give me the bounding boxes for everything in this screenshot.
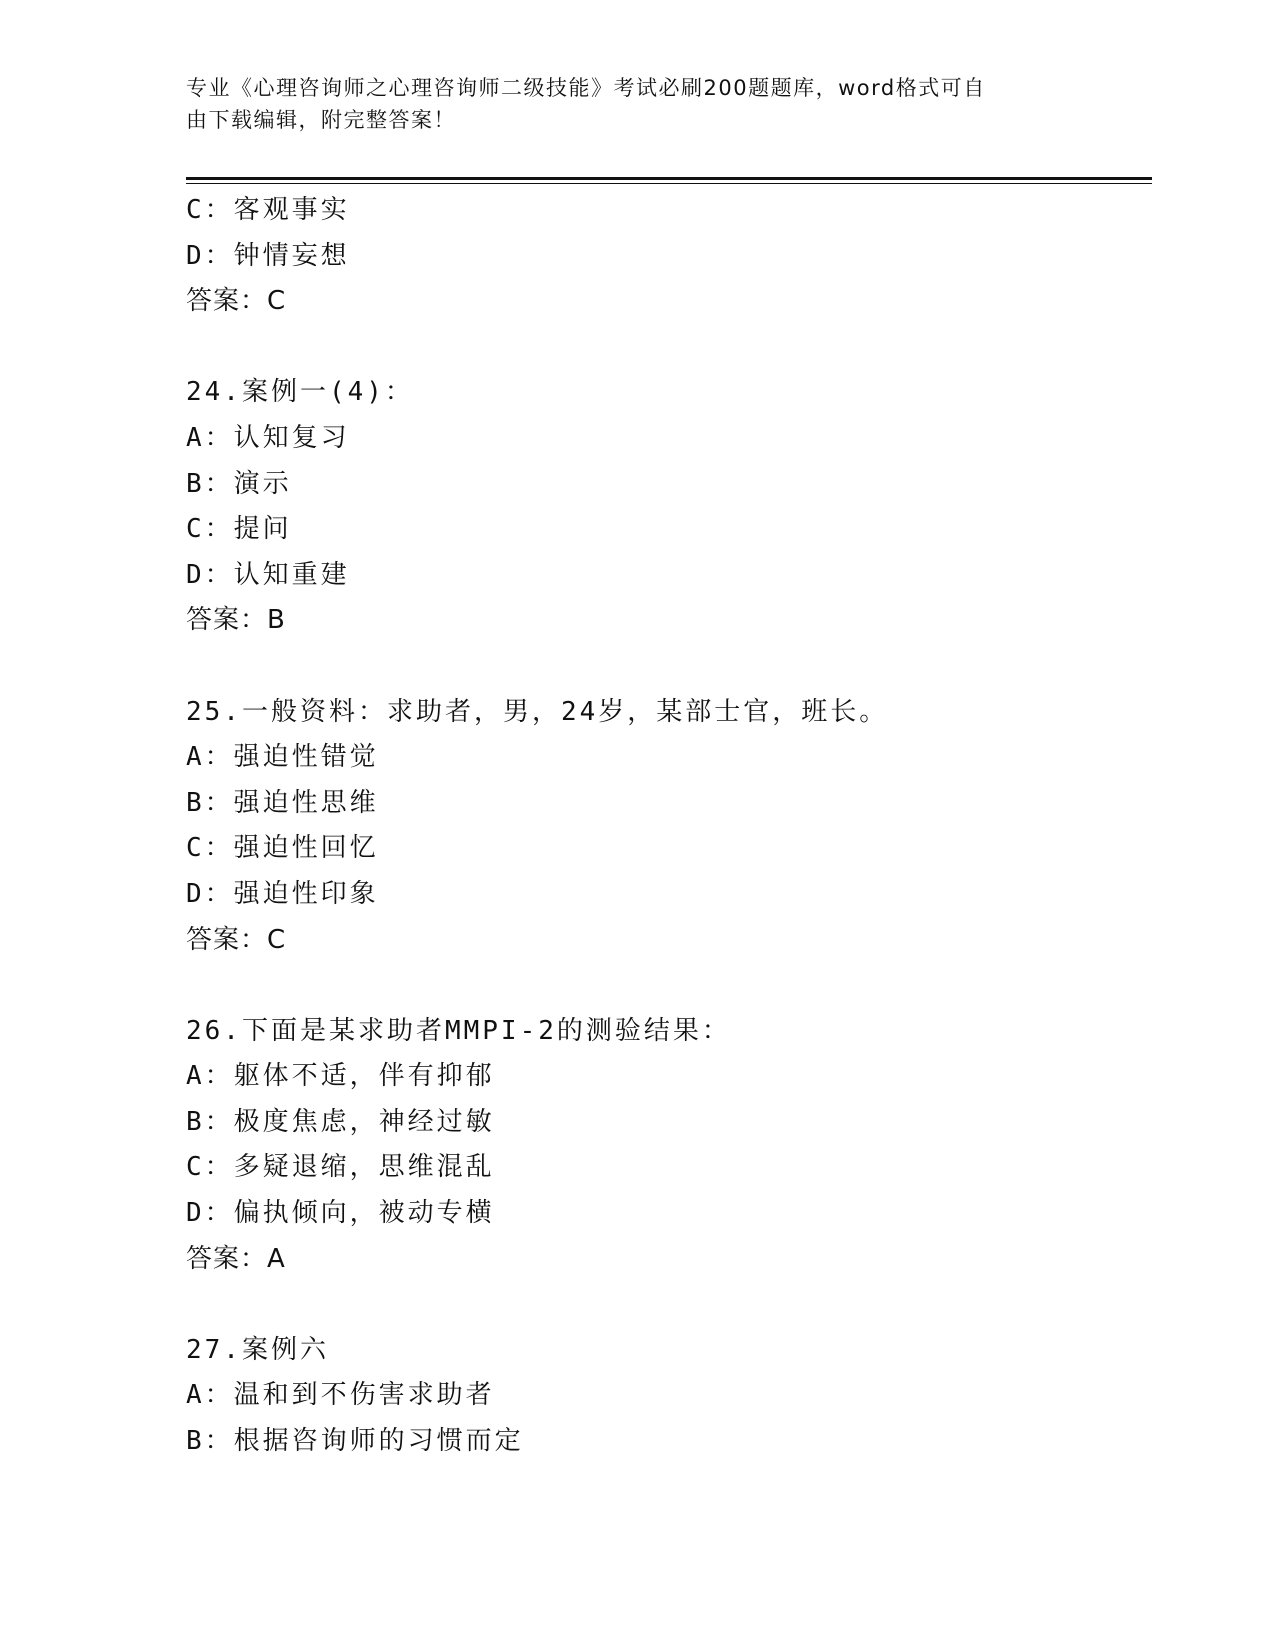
option-a: A：温和到不伤害求助者	[186, 1380, 495, 1411]
option-b: B：强迫性思维	[186, 787, 379, 818]
option-c: C：提问	[186, 514, 292, 545]
document-header	[186, 72, 1066, 136]
spacer	[186, 963, 1152, 1009]
option-a: A：强迫性错觉	[186, 742, 379, 773]
option-a: A：躯体不适，伴有抑郁	[186, 1061, 495, 1092]
option-c: C：多疑退缩，思维混乱	[186, 1152, 495, 1183]
answer-line: 答案：A	[186, 1243, 286, 1274]
answer-line: 答案：C	[186, 286, 287, 317]
header-line-2: 由下载编辑，附完整答案！	[186, 108, 456, 132]
option-d: D：认知重建	[186, 559, 350, 590]
option-b: B：演示	[186, 468, 292, 499]
option-a: A：认知复习	[186, 422, 350, 453]
question-list	[186, 188, 1152, 1465]
question-title: 24.案例一(4)：	[186, 377, 414, 408]
spacer	[186, 1282, 1152, 1328]
answer-line: 答案：B	[186, 605, 286, 636]
spacer	[186, 644, 1152, 690]
header-divider-thin	[186, 183, 1152, 184]
question-title: 26.下面是某求助者MMPI-2的测验结果：	[186, 1015, 731, 1046]
spacer	[186, 325, 1152, 371]
option-b: B：根据咨询师的习惯而定	[186, 1426, 524, 1457]
answer-line: 答案：C	[186, 924, 287, 955]
option-d: D：偏执倾向，被动专横	[186, 1198, 495, 1229]
header-divider-thick	[186, 177, 1152, 180]
option-d: D：钟情妄想	[186, 240, 350, 271]
option-b: B：极度焦虑，神经过敏	[186, 1106, 495, 1137]
question-title: 25.一般资料：求助者，男，24岁，某部士官，班长。	[186, 696, 889, 727]
question-title: 27.案例六	[186, 1334, 329, 1365]
option-c: C：强迫性回忆	[186, 833, 379, 864]
option-d: D：强迫性印象	[186, 878, 379, 909]
option-c: C：客观事实	[186, 195, 350, 225]
header-line-1: 专业《心理咨询师之心理咨询师二级技能》考试必刷200题题库，word格式可自	[186, 76, 986, 100]
